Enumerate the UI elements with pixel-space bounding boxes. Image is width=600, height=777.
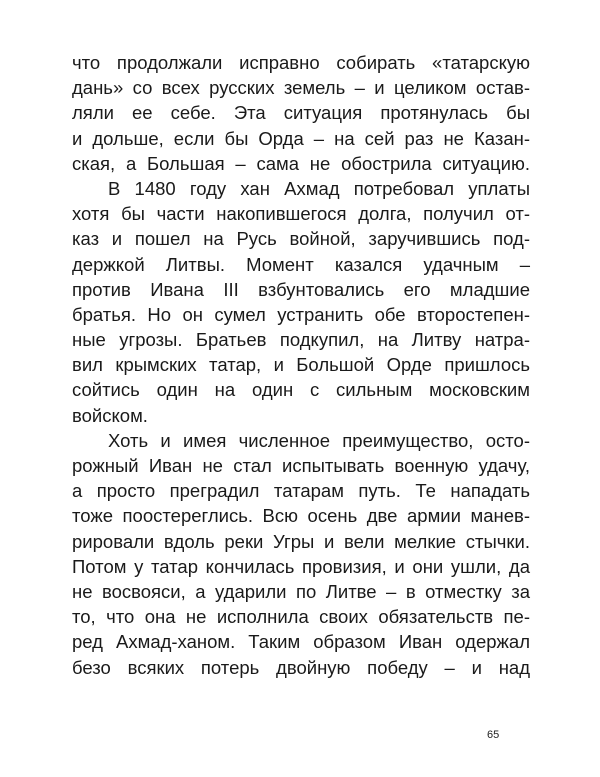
text-line: хотя бы части накопившегося долга, получил от- [72, 203, 530, 225]
text-line: каз и пошел на Русь войной, заручившись под- [72, 228, 530, 250]
text-line: безо всяких потерь двойную победу – и над [72, 656, 530, 678]
text-line: ляли ее себе. Эта ситуация протянулась бы [72, 102, 530, 124]
text-line: ская, а Большая – сама не обострила ситуацию. [72, 152, 530, 174]
page-number: 65 [487, 729, 500, 741]
text-line: что продолжали исправно собирать «татарскую [72, 52, 530, 73]
text-line: ные угрозы. Братьев подкупил, на Литву натра- [72, 329, 530, 351]
text-line: сойтись один на один с сильным московским [72, 379, 530, 401]
text-line: Хоть и имея численное преимущество, осто- [108, 429, 530, 451]
text-line: Потом у татар кончилась провизия, и они ушли, да [72, 555, 530, 577]
text-line: то, что она не исполнила своих обязательств пе- [72, 606, 530, 628]
text-line: дань» со всех русских земель – и целиком остав- [72, 77, 530, 99]
text-line: не восвояси, а ударили по Литве – в отместку за [72, 580, 530, 602]
text-line: братья. Но он сумел устранить обе второстепен- [72, 303, 530, 325]
text-line: держкой Литвы. Момент казался удачным – [72, 253, 530, 275]
text-line: вил крымских татар, и Большой Орде пришлось [72, 354, 530, 376]
text-line: против Ивана III взбунтовались его младшие [72, 278, 530, 300]
text-line: тоже поостереглись. Всю осень две армии манев- [72, 505, 530, 527]
text-line: рожный Иван не стал испытывать военную удачу, [72, 455, 530, 476]
body-text [72, 50, 530, 680]
text-line: В 1480 году хан Ахмад потребовал уплаты [108, 177, 530, 199]
text-line: а просто преградил татарам путь. Те нападать [72, 480, 530, 502]
text-line: рировали вдоль реки Угры и вели мелкие стычки. [72, 530, 530, 552]
text-line: ред Ахмад-ханом. Таким образом Иван одержал [72, 631, 530, 653]
text-line: войском. [72, 404, 148, 426]
text-line: и дольше, если бы Орда – на сей раз не Казан- [72, 127, 530, 149]
